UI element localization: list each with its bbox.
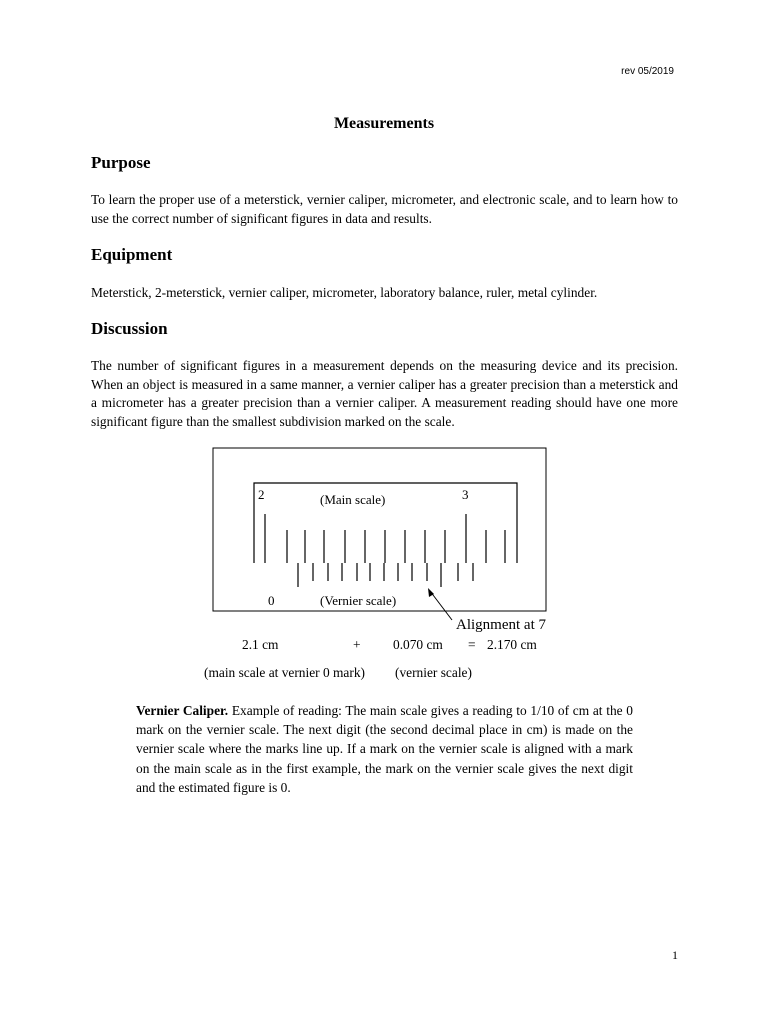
diagram-frame: [213, 448, 546, 611]
main-scale-start-label: 2: [258, 487, 265, 502]
alignment-label: Alignment at 7: [456, 617, 546, 633]
vernier-caliper-lead: Vernier Caliper.: [136, 703, 229, 718]
equals-sign: =: [468, 637, 476, 652]
equipment-text: Meterstick, 2-meterstick, vernier caliper, micrometer, laboratory balance, ruler, metal cylinder.: [91, 285, 598, 300]
main-scale-value: 2.1 cm: [242, 637, 279, 652]
main-scale-label: (Main scale): [320, 492, 386, 507]
vernier-scale-ticks: [298, 563, 473, 587]
page-title: Measurements: [333, 115, 435, 132]
vernier-caliper-text: Example of reading: The main scale gives a reading to 1/10 of cm at the 0 mark on the vernier scale. The next digit (the second decimal place in cm) is made on the vernier scale where the marks line up. If a mark on the vernier scale is aligned with a mark on the main scale as in the first example, the mark on the vernier scale gives the next digit and the estimated figure is 0.: [136, 703, 633, 795]
vernier-caliper-paragraph: [136, 701, 633, 797]
discussion-text: The number of significant figures in a measurement depends on the measuring device and its precision. When an object is measured in a same manner, a vernier caliper has a greater precision than a meterstick and a micrometer has a greater precision than a vernier caliper. A measurement reading should have one more significant figure than the smallest subdivision marked on the scale.: [91, 358, 678, 429]
equipment-heading: Equipment: [91, 245, 173, 264]
main-scale-caption: (main scale at vernier 0 mark): [204, 665, 365, 680]
discussion-heading: Discussion: [91, 319, 168, 338]
vernier-zero-label: 0: [268, 593, 275, 608]
vernier-scale-label: (Vernier scale): [320, 593, 397, 608]
purpose-heading: Purpose: [91, 153, 151, 172]
main-scale-end-label: 3: [462, 487, 469, 502]
revision-label: rev 05/2019: [621, 66, 674, 77]
result-value: 2.170 cm: [487, 637, 537, 652]
main-scale-ticks: [265, 514, 505, 563]
vernier-scale-value: 0.070 cm: [393, 637, 443, 652]
vernier-scale-caption: (vernier scale): [395, 665, 472, 680]
purpose-text: To learn the proper use of a meterstick, vernier caliper, micrometer, and electronic scale, and to learn how to use the correct number of significant figures in data and results.: [91, 192, 678, 226]
alignment-arrow-line: [430, 591, 452, 620]
plus-sign: +: [353, 637, 361, 652]
page-number: 1: [672, 948, 678, 962]
